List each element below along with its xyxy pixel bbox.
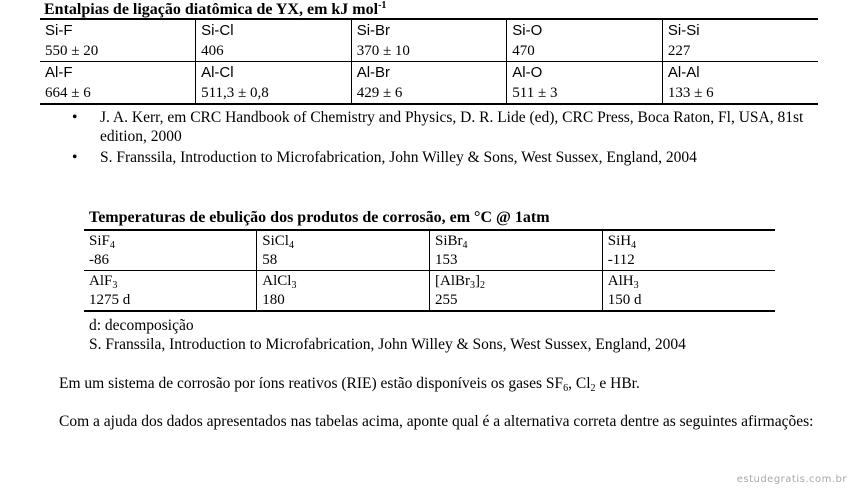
cell-value: -86 (89, 252, 109, 268)
cell-value: 406 (201, 43, 224, 59)
formula-subscript: 3 (291, 280, 297, 291)
table-row (40, 19, 818, 62)
formula-subscript: 2 (590, 383, 596, 394)
paragraph-text: Em um sistema de corrosão por íons reativos (RIE) estão disponíveis os gases SF (59, 375, 564, 392)
cell-formula (608, 272, 770, 291)
formula-subscript: 4 (109, 240, 115, 251)
site-watermark: estudegratis.com.br (736, 474, 847, 485)
cell-value: 133 ± 6 (667, 85, 714, 101)
table1-title (44, 1, 386, 19)
table-cell (602, 230, 775, 271)
gases-paragraph (59, 374, 640, 393)
table-cell (196, 62, 352, 105)
formula-subscript: 6 (563, 383, 569, 394)
table-cell (351, 19, 507, 62)
reference-text: S. Franssila, Introduction to Microfabrication, John Willey & Sons, West Sussex, England, 2004 (89, 336, 686, 353)
bond-enthalpy-table (40, 18, 818, 105)
formula-text: AlF (89, 273, 113, 289)
cell-value: 150 d (607, 292, 642, 308)
table-cell (430, 271, 603, 312)
table-cell (430, 230, 603, 271)
cell-label: Al-Al (667, 64, 700, 81)
cell-label: Al-F (45, 64, 73, 81)
table1-title-superscript: -1 (378, 0, 387, 11)
table-cell (662, 19, 818, 62)
formula-text: AlCl (262, 273, 292, 289)
table-row (40, 62, 818, 105)
formula-text: [AlBr (435, 273, 470, 289)
cell-value: 550 ± 20 (45, 43, 99, 59)
cell-value: 180 (262, 292, 285, 308)
cell-value: 429 ± 6 (356, 85, 403, 101)
bullet-icon: • (72, 149, 78, 166)
cell-value: 370 ± 10 (356, 43, 410, 59)
cell-formula (435, 272, 597, 291)
formula-text: SiF (89, 233, 110, 249)
cell-formula (89, 272, 251, 291)
list-item (72, 148, 812, 167)
table-cell (351, 62, 507, 105)
table-cell (257, 230, 430, 271)
cell-value: 664 ± 6 (45, 85, 91, 101)
table-cell (40, 62, 196, 105)
cell-label: Al-Cl (201, 64, 234, 81)
reference-text: J. A. Kerr, em CRC Handbook of Chemistry and Physics, D. R. Lide (ed), CRC Press, Boca Raton, Fl, USA, 81st edition, 2000 (100, 109, 804, 145)
decomposition-note: d: decomposição (89, 317, 194, 334)
table-cell (40, 19, 196, 62)
table-cell (602, 271, 775, 312)
formula-text: AlH (607, 273, 634, 289)
table-row (84, 230, 775, 271)
formula-subscript: 2 (480, 280, 485, 291)
table-cell (507, 19, 663, 62)
bullet-icon: • (72, 109, 78, 126)
cell-formula (262, 232, 424, 251)
cell-formula (89, 232, 251, 251)
question-paragraph: Com a ajuda dos dados apresentados nas tabelas acima, aponte qual é a alternativa correta dentre as seguintes afirmações: (59, 413, 814, 430)
cell-label: Si-Si (667, 22, 700, 39)
cell-value: 1275 d (89, 292, 131, 308)
table2-title: Temperaturas de ebulição dos produtos de corrosão, em °C @ 1atm (89, 209, 550, 226)
table-row (84, 271, 775, 312)
cell-value: 153 (435, 252, 458, 268)
table-cell (84, 271, 257, 312)
formula-subscript: 4 (462, 240, 468, 251)
cell-value: -112 (607, 252, 635, 268)
formula-subscript: 4 (288, 240, 294, 251)
paragraph-text: e HBr. (595, 375, 640, 392)
formula-text: SiH (607, 233, 632, 249)
cell-value: 511 ± 3 (512, 85, 558, 101)
table-cell (662, 62, 818, 105)
formula-subscript: 3 (633, 280, 639, 291)
cell-label: Si-O (512, 22, 543, 39)
formula-text: SiCl (262, 233, 289, 249)
list-item (72, 108, 812, 146)
cell-value: 227 (667, 43, 691, 59)
cell-value: 511,3 ± 0,8 (201, 85, 269, 101)
table1-title-text: Entalpias de ligação diatômica de YX, em kJ mol (44, 1, 379, 18)
formula-subscript: 3 (470, 280, 475, 291)
cell-value: 58 (262, 252, 278, 268)
cell-label: Si-Cl (201, 22, 234, 39)
cell-formula (608, 232, 770, 251)
table2-notes (89, 316, 789, 354)
cell-label: Al-Br (356, 64, 391, 81)
formula-subscript: 3 (112, 280, 118, 291)
cell-value: 255 (435, 292, 458, 308)
cell-label: Si-F (45, 22, 73, 39)
reference-text: S. Franssila, Introduction to Microfabrication, John Willey & Sons, West Sussex, England, 2004 (100, 149, 697, 166)
table1-references (72, 108, 812, 169)
table-cell (257, 271, 430, 312)
formula-text: ] (475, 273, 480, 289)
formula-text: SiBr (435, 233, 463, 249)
table-cell (507, 62, 663, 105)
table-cell (196, 19, 352, 62)
cell-label: Al-O (512, 64, 543, 81)
cell-formula (435, 232, 597, 251)
formula-subscript: 4 (631, 240, 637, 251)
boiling-point-table (84, 229, 775, 312)
cell-value: 470 (512, 43, 535, 59)
table-cell (84, 230, 257, 271)
paragraph-text: , Cl (568, 375, 591, 392)
cell-label: Si-Br (356, 22, 391, 39)
cell-formula (262, 272, 424, 291)
